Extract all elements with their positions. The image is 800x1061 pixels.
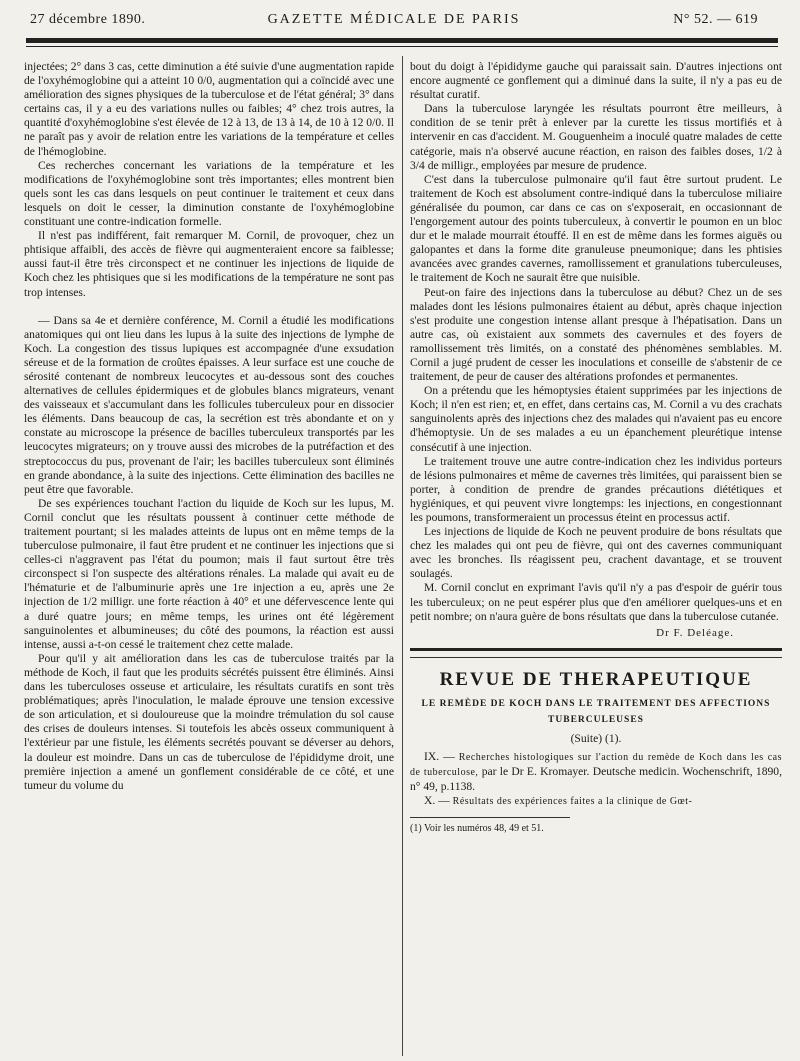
footnote: (1) Voir les numéros 48, 49 et 51. xyxy=(410,823,544,835)
item-title: Résultats des expériences faites a la clinique de Gœt- xyxy=(452,796,693,808)
paragraph: On a prétendu que les hémoptysies étaient supprimées par les injections de Koch; il n'en est rien; et, en effet, dans certains cas, M. Cornil a vu des crachats sanguinolents après des injections chez des malades qui n'avaient pas eu encore d'hémoptysie. Un de ses malades a eu un épanchement pleurétique intense consécutif à une injection. xyxy=(410,384,782,454)
left-column xyxy=(24,60,394,793)
right-column xyxy=(410,60,782,836)
paragraph: De ses expériences touchant l'action du liquide de Koch sur les lupus, M. Cornil conclut que les résultats poussent à continuer cette méthode de traitement pourtant; si les malades atteints de lupus ont en même temps de la tuberculose pulmonaire, il faut être prudent et ne continuer les injections que si celles-ci n'aggravent pas l'état du poumon; mais il faut surtout être très circonspect si l'on suspecte des altérations rénales. La malade qui avait eu de l'hématurie et de l'albuminurie après une 1re injection a eu, après une 2e injection de 1/2 milligr. une forte réaction à 40° et une défervescence lente qui a duré quatre jours; en même temps, les urines ont été légèrement sanguinolentes et albumineuses; du côté des poumons, la réaction est aussi intense, aussi a-t-on cessé le traitement chez cette malade. xyxy=(24,496,394,651)
section-subtitle: LE REMÈDE DE KOCH DANS LE TRAITEMENT DES AFFECTIONS xyxy=(421,698,771,709)
header-date: 27 décembre 1890. xyxy=(30,12,146,27)
paragraph: Ces recherches concernant les variations de la température et les modifications de l'oxyhémoglobine sont très importantes; elles montrent bien quels sont les cas dans lesquels on peut continuer le traitement et ceux dans lesquels on doit le cesser, la diminution constante de l'oxyhémoglobine constituant une contre-indication formelle. xyxy=(24,158,394,229)
review-item-ix xyxy=(410,750,782,794)
paragraph: injectées; 2° dans 3 cas, cette diminution a été suivie d'une augmentation rapide de l'oxyhémoglobine qui a atteint 10 0/0, augmentation qui a coïncidé avec une amélioration des signes physiques de la tuberculose et de l'état général; 3° dans certains cas, il y a eu des variations nulles ou faibles; 4° chez trois autres, la quantité d'oxyhémoglobine s'est élevée de 12 à 13, de 13 à 14, de 10 à 12 0/0. Il ne paraît pas y avoir de relation entre les variations de la température et celles de l'hémoglobine. xyxy=(24,60,394,158)
paragraph: Le traitement trouve une autre contre-indication chez les individus porteurs de lésions pulmonaires et même de cavernes très limitées, qui paraissent bien se porter, à condition de prendre de grandes précautions diététiques et hygiéniques, et qui peuvent vivre longtemps: les injections, en congestionnant les poumons, transformeraient un processus éteint en processus actif. xyxy=(410,454,782,524)
header-journal-title: GAZETTE MÉDICALE DE PARIS xyxy=(267,12,521,27)
item-number: X. — xyxy=(424,794,450,808)
author-signature: Dr F. Deléage. xyxy=(656,626,734,639)
section-suite: (Suite) (1). xyxy=(570,731,622,745)
footnote-rule xyxy=(410,817,570,818)
paragraph: bout du doigt à l'épididyme gauche qui paraissait sain. D'autres injections ont encore augmenté ce gonflement qui a diminué dans la suite, il n'y a pas eu de résultat curatif. xyxy=(410,60,782,102)
paragraph: M. Cornil conclut en exprimant l'avis qu'il n'y a pas d'espoir de guérir tous les tuberculeux; on ne peut espérer plus que d'en améliorer quelques-uns et en petit nombre; on n'aura guère de bons résultats que dans la tuberculose cutanée. xyxy=(410,581,782,623)
page-header xyxy=(30,12,758,32)
section-rule-thin xyxy=(410,657,782,658)
item-citation: par le Dr E. Kromayer. Deutsche medicin. Wochenschrift, 1890, n° 49, p.1138. xyxy=(410,765,782,794)
header-page-number: N° 52. — 619 xyxy=(673,12,758,27)
header-rule-thick xyxy=(26,38,778,43)
section-rule-thick xyxy=(410,648,782,651)
paragraph: Peut-on faire des injections dans la tuberculose au début? Chez un de ses malades dont les lésions pulmonaires étaient au début, après chaque injection s'est produite une congestion intense allant presque à l'hépatisation. Dans un autre cas, où existaient aux sommets des cavernules et des foyers de ramollissement très limités, on a constaté des phénomènes semblables. M. Cornil a jugé prudent de cesser les inoculations et conseille de s'abstenir de ce traitement, de peur de causer des altérations profondes et permanentes. xyxy=(410,285,782,384)
column-divider xyxy=(402,56,403,1056)
item-title: Recherches histologiques sur l'action du remède de Koch dans les cas de tuberculose, xyxy=(410,751,783,779)
section-title: REVUE DE THERAPEUTIQUE xyxy=(439,668,753,690)
paragraph: Dans la tuberculose laryngée les résultats pourront être meilleurs, à condition de se tenir prêt à enlever par la curette les tissus mortifiés et à intervenir en cas d'accident. M. Gouguenheim a inoculé quatre malades de cette catégorie, mais n'a observé aucune réaction, en raison des faibles doses, 1/2 à 3/4 de milligr., employées par mesure de prudence. xyxy=(410,102,782,172)
paragraph: C'est dans la tuberculose pulmonaire qu'il faut être surtout prudent. Le traitement de Koch est absolument contre-indiqué dans la tuberculose miliaire généralisée du poumon, car dans ce cas on s'exposerait, en occasionnant de l'engorgement autour des points tuberculeux, à convertir le poumon en un bloc dur et le malade mourrait étouffé. Il en est de même dans les formes aiguës ou galopantes et dans la forme dite granuleuse pneumonique; dans les phtisies avancées avec grandes cavernes, ramollissement et granulations tuberculeuses, le traitement de Koch ne saurait être que nuisible. xyxy=(410,172,782,285)
item-number: IX. — xyxy=(424,749,455,763)
paragraph: Les injections de liquide de Koch ne peuvent produire de bons résultats que chez les malades qui ont peu de fièvre, qui ont des cavernes communiquant avec les bronches. Ils réagissent peu, crachent davantage, et se trouvent soulagés. xyxy=(410,525,782,581)
paragraph: Il n'est pas indifférent, fait remarquer M. Cornil, de provoquer, chez un phtisique affaibli, des accès de fièvre qui augmenteraient encore sa faiblesse; aussi faut-il être très circonspect et ne continuer les injections de liquide de Koch chez les phtisiques que si les modifications de la température ne sont pas trop intenses. xyxy=(24,229,394,299)
paragraph: Pour qu'il y ait amélioration dans les cas de tuberculose traités par la méthode de Koch, il faut que les produits sécrétés puissent être éliminés. Ainsi dans les tuberculoses osseuse et articulaire, les résultats curatifs en sont très problématiques; après l'inoculation, le malade éprouve une tension excessive de son articulation, et si douloureuse que la moindre trémulation du sol cause des crises de douleurs intenses. Si toutefois les abcès osseux communiquent à l'extérieur par une fistule, les éléments secrétés pouvant se déverser au dehors, la douleur est moindre. Dans un cas de tuberculose de l'épididyme droit, une première injection a amené un gonflement considérable de ce côté, et une tumeur du volume du xyxy=(24,651,394,792)
header-rule-thin xyxy=(26,46,778,47)
review-item-x xyxy=(410,794,782,809)
paragraph: — Dans sa 4e et dernière conférence, M. Cornil a étudié les modifications anatomiques qui ont lieu dans les lupus à la suite des injections de lymphe de Koch. La congestion des tissus lupiques est accompagnée d'une exsudation séreuse et de la formation de croûtes épaisses. A leur surface est une couche de sérosité contenant de nombreux leucocytes et au-dessous sont des couches alternatives de cellules épidermiques et de globules blancs migrateurs, venant des vaisseaux et s'accumulant dans les follicules tuberculeux pour en dissocier les éléments. Dans beaucoup de cas, la secrétion est très abondante et on y constate au microscope la présence de bacilles tuberculeux transportés par les leucocytes migrateurs; on y trouve aussi des microbes de la putréfaction et des streptococcus du pus, provenant de l'air; les bacilles tuberculeux sont éliminés en grande abondance, à la suite des injections. Cette élimination des bacilles ne peut être que favorable. xyxy=(24,313,394,496)
section-subtitle-2: TUBERCULEUSES xyxy=(548,714,644,725)
